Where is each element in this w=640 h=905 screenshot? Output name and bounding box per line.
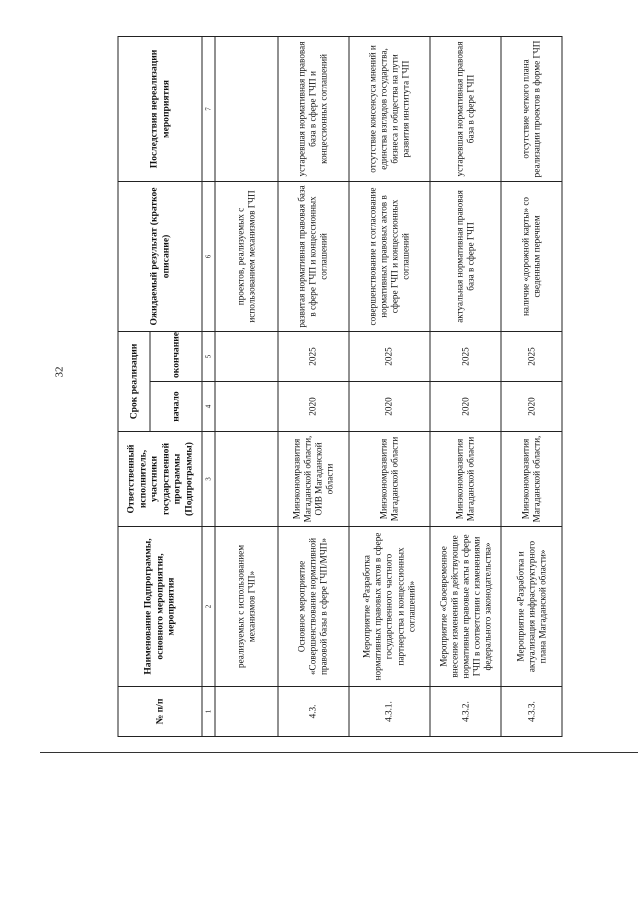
- header-responsible: Ответственный исполнитель, участники государственной программы (Подпрограммы): [118, 432, 202, 527]
- table-row: [215, 36, 278, 736]
- page-divider: [40, 752, 638, 753]
- row-end: 2025: [278, 331, 349, 381]
- column-number: 6: [202, 181, 215, 331]
- row-expected: актуальная нормативная правовая база в сфере ГЧП: [430, 181, 501, 331]
- row-responsible: Минэкономразвития Магаданской области,: [501, 432, 562, 527]
- row-expected: наличие «дорожной карты» со сведенным перечнем: [501, 181, 562, 331]
- row-start: 2020: [501, 382, 562, 432]
- row-num: 4.3.2.: [430, 687, 501, 737]
- row-num: 4.3.1.: [349, 687, 430, 737]
- header-name: Наименование Подпрограммы, основного мероприятия, мероприятия: [118, 527, 202, 687]
- header-consequences: Последствия нереализации мероприятия: [118, 36, 202, 181]
- row-consequences: [215, 36, 278, 181]
- header-num: № п/п: [118, 687, 202, 737]
- row-expected: совершенствование и согласование нормативных правовых актов в сфере ГЧП и концессионных соглашений: [349, 181, 430, 331]
- row-consequences: отсутствие четкого плана реализации проектов в форме ГЧП: [501, 36, 562, 181]
- row-name: Основное мероприятие «Совершенствование нормативной правовой базы в сфере ГЧП/МЧП»: [278, 527, 349, 687]
- page-number: 32: [53, 366, 66, 378]
- row-responsible: Минэкономразвития Магаданской области: [430, 432, 501, 527]
- column-number: 2: [202, 527, 215, 687]
- column-number: 5: [202, 331, 215, 381]
- column-number: 3: [202, 432, 215, 527]
- header-period: Срок реализации: [118, 331, 150, 431]
- row-responsible: [215, 432, 278, 527]
- table-row: [430, 36, 501, 736]
- row-num: 4.3.3.: [501, 687, 562, 737]
- header-row: [118, 36, 150, 736]
- table-row: [278, 36, 349, 736]
- row-name: реализуемых с использованием механизмов ГЧП»: [215, 527, 278, 687]
- row-expected: проектов, реализуемых с использованием механизмов ГЧП: [215, 181, 278, 331]
- row-start: 2020: [349, 382, 430, 432]
- row-start: 2020: [278, 382, 349, 432]
- row-start: 2020: [430, 382, 501, 432]
- row-name: Мероприятие «Разработка и актуализация инфраструктурного плана Магаданской области»: [501, 527, 562, 687]
- row-end: 2025: [430, 331, 501, 381]
- column-number: 7: [202, 36, 215, 181]
- row-consequences: устаревшая нормативная правовая база в сфере ГЧП: [430, 36, 501, 181]
- row-name: Мероприятие «Разработка нормативных правовых актов в сфере государственного частного партнерства и концессионных соглашений»: [349, 527, 430, 687]
- table-row: [349, 36, 430, 736]
- row-responsible: Минэкономразвития Магаданской области: [349, 432, 430, 527]
- column-number-row: [202, 36, 215, 736]
- row-responsible: Минэкономразвития Магаданской области, ОИВ Магаданской области: [278, 432, 349, 527]
- row-consequences: устаревшая нормативная правовая база в сфере ГЧП и концессионных соглашений: [278, 36, 349, 181]
- column-number: 4: [202, 382, 215, 432]
- row-end: 2025: [349, 331, 430, 381]
- row-num: 4.3.: [278, 687, 349, 737]
- row-start: [215, 382, 278, 432]
- measures-table-container: [118, 37, 563, 737]
- row-expected: развитая нормативная правовая база в сфере ГЧП и концессионных соглашений: [278, 181, 349, 331]
- row-name: Мероприятие «Своевременное внесение изменений в действующие нормативные правовые акты в сфере ГЧП в соответствии с изменениями федерального законодательства»: [430, 527, 501, 687]
- row-end: 2025: [501, 331, 562, 381]
- header-end: окончание: [150, 331, 202, 381]
- header-start: начало: [150, 382, 202, 432]
- row-end: [215, 331, 278, 381]
- column-number: 1: [202, 687, 215, 737]
- header-expected: Ожидаемый результат (краткое описание): [118, 181, 202, 331]
- row-consequences: отсутствие консенсуса мнений и единства взглядов государства, бизнеса и общества на пути развития института ГЧП: [349, 36, 430, 181]
- table-row: [501, 36, 562, 736]
- measures-table: [118, 36, 563, 737]
- row-num: [215, 687, 278, 737]
